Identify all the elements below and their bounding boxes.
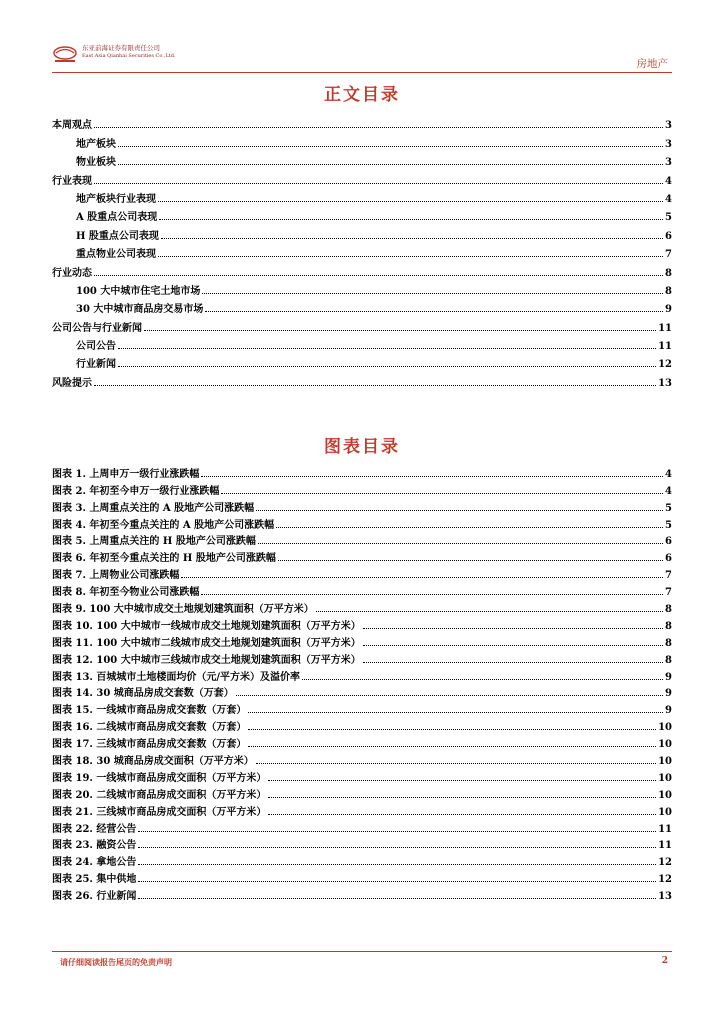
toc-entry[interactable] xyxy=(52,223,672,241)
figure-entry-page: 11 xyxy=(658,840,672,852)
toc-entry-page: 9 xyxy=(665,304,672,316)
figure-entry-page: 7 xyxy=(665,587,672,599)
figure-entry-page: 11 xyxy=(658,823,672,835)
toc-entry[interactable] xyxy=(52,352,672,370)
dot-leader xyxy=(94,274,663,276)
figure-entry[interactable] xyxy=(52,716,672,733)
figure-entry-label: 图表 1. 上周申万一级行业涨跌幅 xyxy=(52,468,200,480)
toc-entry-page: 7 xyxy=(665,249,672,261)
toc-entry-label: 30 大中城市商品房交易市场 xyxy=(76,304,204,316)
figure-entry-label: 图表 26. 行业新闻 xyxy=(52,891,137,903)
toc-entry[interactable] xyxy=(52,205,672,223)
figure-entry-label: 图表 7. 上周物业公司涨跌幅 xyxy=(52,570,180,582)
figure-entry-page: 6 xyxy=(665,553,672,565)
dot-leader xyxy=(118,365,656,367)
figure-entry-page: 12 xyxy=(658,857,672,869)
toc-entry-label: A 股重点公司表现 xyxy=(76,212,158,224)
dot-leader xyxy=(221,492,663,494)
sector-label: 房地产 xyxy=(636,58,668,70)
figure-entry-page: 7 xyxy=(665,570,672,582)
toc-entry-label: 100 大中城市住宅土地市场 xyxy=(76,285,201,297)
toc-entry-label: 公司公告 xyxy=(76,341,116,353)
toc-entry[interactable] xyxy=(52,113,672,131)
dot-leader xyxy=(118,145,663,147)
figure-entry-page: 10 xyxy=(658,739,672,751)
figure-entry-page: 4 xyxy=(665,485,672,497)
toc-entry-page: 3 xyxy=(665,138,672,150)
figure-entry-page: 10 xyxy=(658,756,672,768)
figure-entry-page: 10 xyxy=(658,722,672,734)
figure-entry-label: 图表 18. 30 城商品房成交面积（万平方米） xyxy=(52,756,254,768)
page-header xyxy=(52,40,672,74)
dot-leader xyxy=(276,526,663,528)
company-logo-icon xyxy=(52,44,78,64)
figure-entry-label: 图表 22. 经营公告 xyxy=(52,823,137,835)
dot-leader xyxy=(158,255,663,257)
figure-entry[interactable] xyxy=(52,767,672,784)
dot-leader xyxy=(138,880,656,882)
figure-entry-label: 图表 8. 年初至今物业公司涨跌幅 xyxy=(52,587,200,599)
figure-entry[interactable] xyxy=(52,733,672,750)
dot-leader xyxy=(138,830,656,832)
figure-entry[interactable] xyxy=(52,547,672,564)
figure-entry-page: 9 xyxy=(665,705,672,717)
figure-entry-label: 图表 4. 年初至今重点关注的 A 股地产公司涨跌幅 xyxy=(52,519,275,531)
figure-entry[interactable] xyxy=(52,801,672,818)
figure-entry-label: 图表 14. 30 城商品房成交套数（万套） xyxy=(52,688,234,700)
dot-leader xyxy=(202,292,663,294)
figure-entry-label: 图表 23. 融资公告 xyxy=(52,840,137,852)
figure-entry-page: 5 xyxy=(665,519,672,531)
dot-leader xyxy=(248,711,663,713)
figure-entry-page: 9 xyxy=(665,671,672,683)
figure-entry-page: 4 xyxy=(665,468,672,480)
figure-entry[interactable] xyxy=(52,666,672,683)
toc-entry-page: 3 xyxy=(665,120,672,132)
figure-entry-label: 图表 21. 三线城市商品房成交面积（万平方米） xyxy=(52,806,267,818)
toc-entry[interactable] xyxy=(52,260,672,278)
figure-entry[interactable] xyxy=(52,835,672,852)
toc-entry-label: 地产板块行业表现 xyxy=(76,193,156,205)
toc-entry-label: 本周观点 xyxy=(52,120,92,132)
toc-entry-label: 重点物业公司表现 xyxy=(76,249,156,261)
table-of-contents xyxy=(52,113,672,389)
figure-index xyxy=(52,463,672,902)
toc-entry-page: 4 xyxy=(665,193,672,205)
dot-leader xyxy=(161,237,663,239)
figure-entry-label: 图表 6. 年初至今重点关注的 H 股地产公司涨跌幅 xyxy=(52,553,276,565)
dot-leader xyxy=(118,347,656,349)
dot-leader xyxy=(144,329,656,331)
figure-entry-page: 9 xyxy=(665,688,672,700)
company-name xyxy=(82,44,176,60)
toc-entry[interactable] xyxy=(52,334,672,352)
figure-entry-page: 8 xyxy=(665,604,672,616)
dot-leader xyxy=(138,863,656,865)
toc-entry-page: 4 xyxy=(665,175,672,187)
toc-entry[interactable] xyxy=(52,131,672,149)
toc-entry[interactable] xyxy=(52,150,672,168)
toc-entry-label: 风险提示 xyxy=(52,377,92,389)
dot-leader xyxy=(268,813,656,815)
dot-leader xyxy=(201,593,663,595)
dot-leader xyxy=(302,678,663,680)
company-name-en: East Asia Qianhai Securities Co.,Ltd. xyxy=(82,53,176,59)
disclaimer-note: 请仔细阅读报告尾页的免责声明 xyxy=(60,957,172,967)
figure-entry-label: 图表 13. 百城城市土地楼面均价（元/平方米）及溢价率 xyxy=(52,671,301,683)
toc-entry[interactable] xyxy=(52,279,672,297)
figure-entry[interactable] xyxy=(52,531,672,548)
dot-leader xyxy=(363,644,663,646)
toc-entry[interactable] xyxy=(52,297,672,315)
figure-entry-page: 6 xyxy=(665,536,672,548)
figure-entry-label: 图表 16. 二线城市商品房成交套数（万套） xyxy=(52,722,247,734)
dot-leader xyxy=(256,509,663,511)
figure-entry[interactable] xyxy=(52,497,672,514)
figure-entry-label: 图表 10. 100 大中城市一线城市成交土地规划建筑面积（万平方米） xyxy=(52,620,361,632)
figure-entry[interactable] xyxy=(52,649,672,666)
figure-entry-label: 图表 2. 年初至今申万一级行业涨跌幅 xyxy=(52,485,220,497)
dot-leader xyxy=(256,762,656,764)
dot-leader xyxy=(363,627,663,629)
figure-entry[interactable] xyxy=(52,868,672,885)
figure-entry[interactable] xyxy=(52,851,672,868)
figure-entry[interactable] xyxy=(52,598,672,615)
figure-entry-page: 13 xyxy=(658,891,672,903)
toc-entry-page: 12 xyxy=(658,359,672,371)
figure-entry-page: 10 xyxy=(658,806,672,818)
figure-entry-label: 图表 19. 一线城市商品房成交面积（万平方米） xyxy=(52,772,267,784)
figure-entry-page: 10 xyxy=(658,789,672,801)
dot-leader xyxy=(205,310,663,312)
figure-entry-page: 8 xyxy=(665,654,672,666)
page-number: 2 xyxy=(661,956,668,966)
dot-leader xyxy=(268,796,656,798)
dot-leader xyxy=(118,163,663,165)
figure-entry[interactable] xyxy=(52,514,672,531)
header-rule xyxy=(52,72,672,73)
toc-title: 正文目录 xyxy=(324,85,400,105)
dot-leader xyxy=(138,846,656,848)
toc-entry-page: 11 xyxy=(658,341,672,353)
toc-entry-label: 行业动态 xyxy=(52,267,92,279)
figure-entry-page: 8 xyxy=(665,620,672,632)
toc-entry[interactable] xyxy=(52,187,672,205)
toc-entry-label: 地产板块 xyxy=(76,138,116,150)
figure-entry[interactable] xyxy=(52,784,672,801)
figure-entry[interactable] xyxy=(52,463,672,480)
toc-entry-page: 13 xyxy=(658,377,672,389)
figure-entry-label: 图表 9. 100 大中城市成交土地规划建筑面积（万平方米） xyxy=(52,604,314,616)
figure-entry[interactable] xyxy=(52,615,672,632)
figure-entry[interactable] xyxy=(52,885,672,902)
dot-leader xyxy=(94,182,663,184)
footer-rule xyxy=(52,951,672,952)
dot-leader xyxy=(258,542,663,544)
toc-entry-label: 公司公告与行业新闻 xyxy=(52,322,142,334)
figure-entry-label: 图表 24. 拿地公告 xyxy=(52,857,137,869)
dot-leader xyxy=(94,126,663,128)
toc-entry-label: 物业板块 xyxy=(76,157,116,169)
figure-entry-label: 图表 3. 上周重点关注的 A 股地产公司涨跌幅 xyxy=(52,502,255,514)
company-name-cn: 东亚前海证券有限责任公司 xyxy=(82,44,160,52)
toc-entry[interactable] xyxy=(52,315,672,333)
figure-entry[interactable] xyxy=(52,750,672,767)
toc-entry-label: 行业表现 xyxy=(52,175,92,187)
figure-entry[interactable] xyxy=(52,683,672,700)
figure-entry[interactable] xyxy=(52,699,672,716)
dot-leader xyxy=(363,661,663,663)
figure-entry-label: 图表 11. 100 大中城市二线城市成交土地规划建筑面积（万平方米） xyxy=(52,637,361,649)
figure-entry-page: 8 xyxy=(665,637,672,649)
figure-entry-label: 图表 17. 三线城市商品房成交套数（万套） xyxy=(52,739,247,751)
dot-leader xyxy=(248,728,656,730)
figure-entry[interactable] xyxy=(52,480,672,497)
figure-entry-label: 图表 5. 上周重点关注的 H 股地产公司涨跌幅 xyxy=(52,536,256,548)
toc-entry[interactable] xyxy=(52,168,672,186)
toc-entry-page: 8 xyxy=(665,285,672,297)
toc-entry-label: 行业新闻 xyxy=(76,359,116,371)
figure-entry-label: 图表 20. 二线城市商品房成交面积（万平方米） xyxy=(52,789,267,801)
figure-entry-label: 图表 25. 集中供地 xyxy=(52,874,137,886)
toc-entry[interactable] xyxy=(52,370,672,388)
figure-entry-page: 12 xyxy=(658,874,672,886)
toc-entry-page: 8 xyxy=(665,267,672,279)
dot-leader xyxy=(159,218,663,220)
toc-entry-page: 3 xyxy=(665,157,672,169)
toc-entry[interactable] xyxy=(52,242,672,260)
dot-leader xyxy=(181,576,663,578)
figure-entry-label: 图表 12. 100 大中城市三线城市成交土地规划建筑面积（万平方米） xyxy=(52,654,361,666)
dot-leader xyxy=(94,384,656,386)
toc-entry-page: 5 xyxy=(665,212,672,224)
figure-entry[interactable] xyxy=(52,581,672,598)
toc-entry-page: 11 xyxy=(658,322,672,334)
figure-entry-page: 5 xyxy=(665,502,672,514)
dot-leader xyxy=(268,779,656,781)
dot-leader xyxy=(236,694,663,696)
toc-entry-page: 6 xyxy=(665,230,672,242)
figure-entry[interactable] xyxy=(52,818,672,835)
figure-index-title: 图表目录 xyxy=(324,437,400,457)
dot-leader xyxy=(138,897,656,899)
figure-entry-page: 10 xyxy=(658,772,672,784)
figure-entry[interactable] xyxy=(52,632,672,649)
dot-leader xyxy=(278,559,663,561)
figure-entry-label: 图表 15. 一线城市商品房成交套数（万套） xyxy=(52,705,247,717)
dot-leader xyxy=(158,200,663,202)
dot-leader xyxy=(201,475,663,477)
toc-entry-label: H 股重点公司表现 xyxy=(76,230,159,242)
figure-entry[interactable] xyxy=(52,564,672,581)
dot-leader xyxy=(316,610,663,612)
dot-leader xyxy=(248,745,656,747)
